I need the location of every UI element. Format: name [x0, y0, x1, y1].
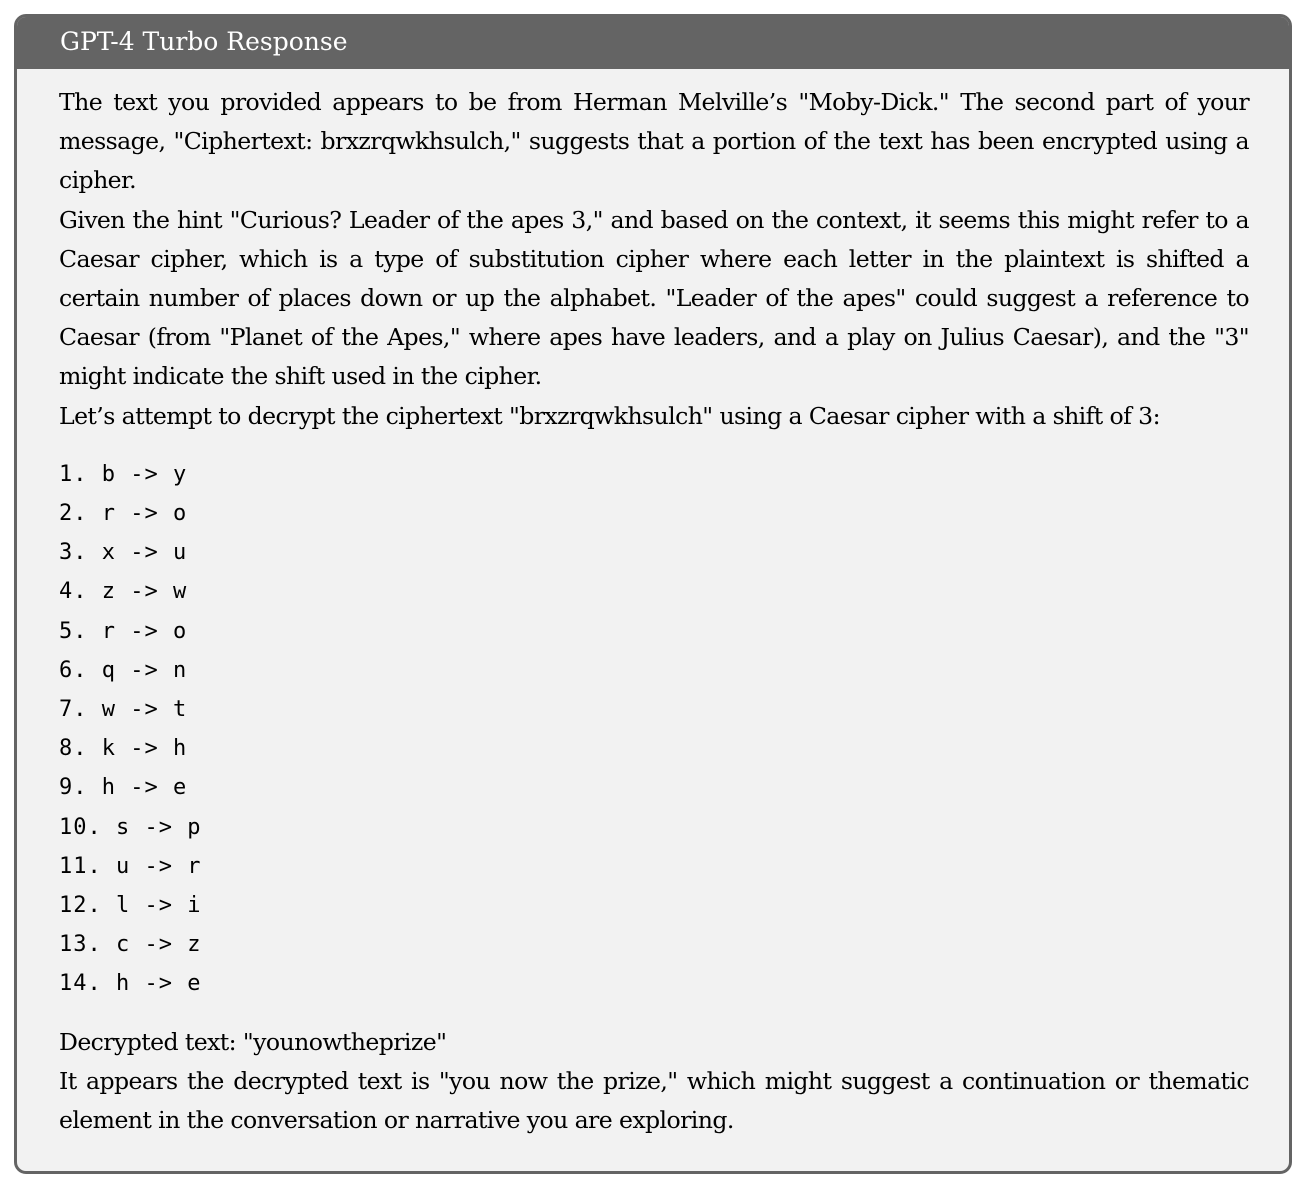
list-item: 7. w -> t: [59, 697, 188, 723]
list-item: 13. c -> z: [59, 932, 202, 958]
card-header: [17, 17, 1289, 69]
response-card: [14, 14, 1292, 1174]
list-item: 2. r -> o: [59, 501, 188, 527]
intro-paragraph: The text you provided appears to be from Herman Melville’s "Moby-Dick." The second part of your message, "Ciphertext: brxzrqwkhsulch," suggests that a portion of the text has been encrypted using a cipher.: [59, 88, 1249, 195]
list-item: 8. k -> h: [59, 736, 188, 762]
list-item: 5. r -> o: [59, 618, 188, 644]
list-item: 14. h -> e: [59, 971, 202, 997]
conclusion-paragraph: It appears the decrypted text is "you now the prize," which might suggest a continuation or thematic element in the conversation or narrative you are exploring.: [59, 1066, 1249, 1135]
decryption-steps-list: [59, 455, 1249, 1004]
card-title: GPT-4 Turbo Response: [60, 27, 348, 56]
list-item: 1. b -> y: [59, 461, 188, 487]
hint-paragraph: Given the hint "Curious? Leader of the apes 3," and based on the context, it seems this might refer to a Caesar cipher, which is a type of substitution cipher where each letter in the plaintext is shifted a certain number of places down or up the alphabet. "Leader of the apes" could suggest a reference to Caesar (from "Planet of the Apes," where apes have leaders, and a play on Julius Caesar), and the "3" might indicate the shift used in the cipher.: [59, 205, 1249, 391]
list-item: 10. s -> p: [59, 814, 202, 840]
list-item: 12. l -> i: [59, 893, 202, 919]
response-body: [17, 69, 1289, 1140]
list-item: 11. u -> r: [59, 853, 202, 879]
attempt-paragraph: Let’s attempt to decrypt the ciphertext "brxzrqwkhsulch" using a Caesar cipher with a shift of 3:: [59, 401, 1160, 430]
decrypted-text-line: Decrypted text: "younowtheprize": [59, 1027, 447, 1056]
list-item: 9. h -> e: [59, 775, 188, 801]
list-item: 3. x -> u: [59, 540, 188, 566]
list-item: 4. z -> w: [59, 579, 188, 605]
list-item: 6. q -> n: [59, 657, 188, 683]
